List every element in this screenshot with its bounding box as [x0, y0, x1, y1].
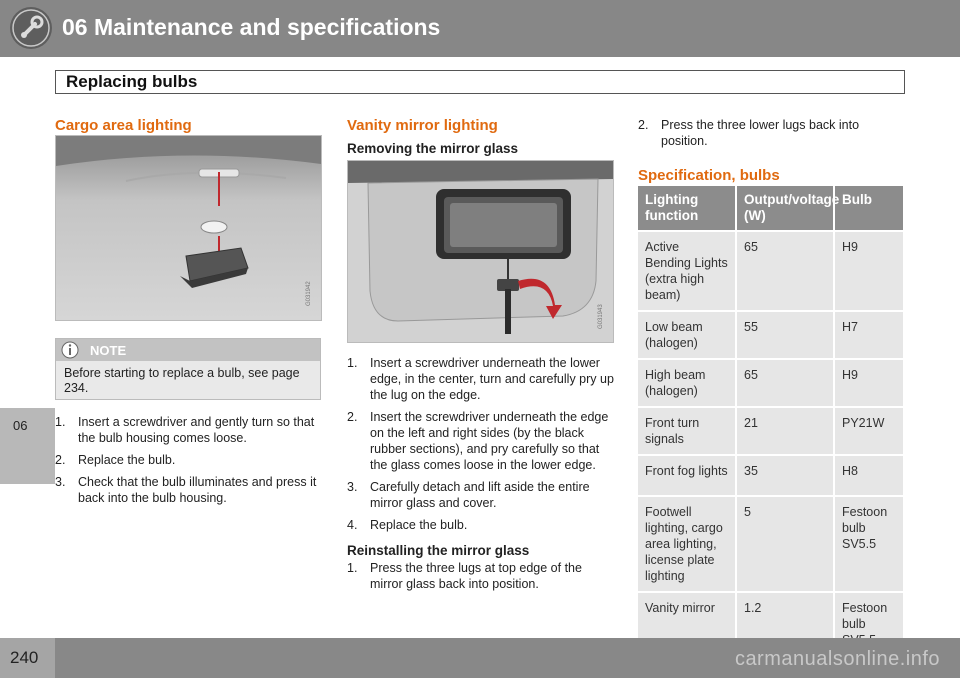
section-bar [55, 70, 905, 94]
step-number: 2. [55, 453, 66, 467]
vanity-heading: Vanity mirror lighting [347, 117, 498, 134]
list-item [347, 517, 615, 533]
step-number: 1. [347, 356, 358, 370]
table-cell: 55 [736, 311, 834, 359]
list-item [55, 414, 323, 446]
step-number: 1. [347, 561, 358, 575]
table-cell: 65 [736, 231, 834, 311]
step-text: Insert a screwdriver underneath the lower edge, in the center, turn and carefully pry up the lug on the edge. [370, 356, 614, 402]
removing-steps [347, 355, 615, 539]
table-cell: Festoon bulb [834, 592, 904, 656]
step-number: 2. [638, 118, 649, 132]
table-cell: Active Bending Lights (extra high beam) [638, 231, 736, 311]
table-row [638, 231, 904, 311]
note-text: Before starting to replace a bulb, see page 234. [64, 366, 300, 395]
footer-page-block [0, 638, 55, 678]
list-item [347, 560, 615, 592]
watermark: carmanualsonline.info [734, 648, 940, 670]
table-cell: H8 [834, 455, 904, 496]
step-text: Insert a screwdriver and gently turn so that the bulb housing comes loose. [78, 415, 315, 445]
vanity-mirror-figure [347, 160, 614, 343]
page-number: 240 [10, 648, 39, 667]
table-row [638, 311, 904, 359]
list-item [638, 117, 906, 149]
table-cell: Low beam (halogen) [638, 311, 736, 359]
vanity-figure-code: G031943 [598, 304, 604, 329]
table-cell: Vanity mirror [638, 592, 736, 656]
step-text: Insert the screwdriver underneath the edge on the left and right sides (by the black rubber sections), and pry carefully so that the glass comes loose in the lower edge. [370, 410, 609, 472]
table-row [638, 359, 904, 407]
step-number: 1. [55, 415, 66, 429]
cargo-lamp-illustration [56, 136, 321, 320]
table-cell: 5 [736, 496, 834, 592]
column-header: Output/voltage (W) [736, 186, 834, 231]
table-cell: H9 [834, 359, 904, 407]
note-header [56, 339, 320, 361]
vanity-mirror-illustration [348, 161, 613, 342]
removing-heading: Removing the mirror glass [347, 141, 519, 156]
bulb-spec-table [638, 186, 905, 657]
section-title: Replacing bulbs [66, 72, 198, 91]
list-item [347, 409, 615, 473]
table-cell: 35 [736, 455, 834, 496]
table-cell: Festoon bulb SV5.5 [834, 496, 904, 592]
table-cell: H7 [834, 311, 904, 359]
wrench-icon [9, 6, 53, 50]
step-number: 3. [55, 475, 66, 489]
list-item [347, 355, 615, 403]
step-number: 4. [347, 518, 358, 532]
chapter-side-tab [0, 408, 55, 484]
reinstalling-steps-part1 [347, 560, 615, 598]
column-header: Bulb [834, 186, 904, 231]
list-item [55, 474, 323, 506]
cargo-lighting-figure [55, 135, 322, 321]
note-box [55, 338, 321, 400]
step-number: 2. [347, 410, 358, 424]
page-footer [0, 638, 960, 678]
step-number: 3. [347, 480, 358, 494]
table-cell: PY21W [834, 407, 904, 455]
table-cell: Front fog lights [638, 455, 736, 496]
step-text: Replace the bulb. [370, 518, 468, 532]
cargo-figure-code: G031942 [306, 281, 312, 306]
table-row [638, 407, 904, 455]
table-cell: 1.2 [736, 592, 834, 656]
step-text: Press the three lower lugs back into position. [661, 118, 860, 148]
step-text: Replace the bulb. [78, 453, 176, 467]
column-header: Lighting function [638, 186, 736, 231]
table-cell: 65 [736, 359, 834, 407]
table-cell: High beam (halogen) [638, 359, 736, 407]
table-row [638, 496, 904, 592]
chapter-title: 06 Maintenance and specifications [62, 14, 441, 40]
side-tab-label: 06 [13, 418, 28, 433]
spec-heading: Specification, bulbs [638, 167, 780, 184]
step-text: Carefully detach and lift aside the entire mirror glass and cover. [370, 480, 590, 510]
note-title: NOTE [90, 343, 127, 358]
table-cell: Footwell lighting, cargo area lighting, license plate lighting [638, 496, 736, 592]
table-cell: H9 [834, 231, 904, 311]
table-cell: Front turn signals [638, 407, 736, 455]
step-text: Check that the bulb illuminates and press it back into the bulb housing. [78, 475, 317, 505]
step-text: Press the three lugs at top edge of the mirror glass back into position. [370, 561, 582, 591]
info-icon [61, 341, 79, 359]
reinstalling-steps-part2 [638, 117, 906, 155]
table-row [638, 455, 904, 496]
chapter-header [0, 0, 960, 57]
table-header-row [638, 186, 904, 231]
table-cell: 21 [736, 407, 834, 455]
cargo-steps [55, 414, 323, 512]
reinstalling-heading: Reinstalling the mirror glass [347, 543, 530, 558]
list-item [347, 479, 615, 511]
cargo-heading: Cargo area lighting [55, 117, 192, 134]
list-item [55, 452, 323, 468]
